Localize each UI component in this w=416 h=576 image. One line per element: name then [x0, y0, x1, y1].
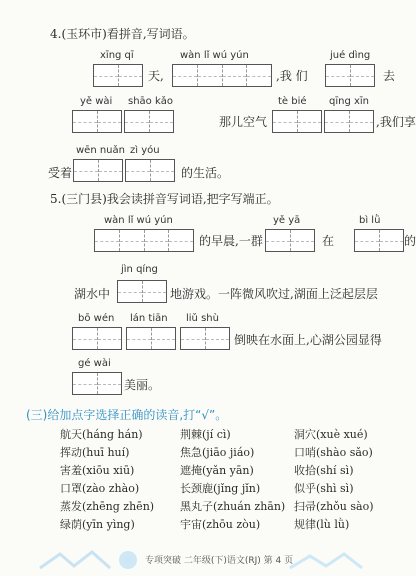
vocab-item[interactable]: 航天(háng hán) — [60, 428, 143, 441]
pinyin: qīng xīn — [329, 96, 370, 107]
vocab-item[interactable]: 荆棘(jí cì) — [180, 428, 231, 441]
pinyin: jué dìng — [330, 50, 371, 61]
sentence-text: 受着 — [48, 166, 73, 180]
sentence-text: 倒映在水面上,心湖公园显得 — [234, 333, 382, 347]
pinyin: tè bié — [278, 96, 307, 107]
writing-grid[interactable] — [72, 327, 122, 350]
writing-grid[interactable] — [325, 64, 375, 87]
vocab-item[interactable]: 宇宙(zhōu zòu) — [180, 518, 261, 531]
vocab-item[interactable]: 长颈鹿(jǐng jǐn) — [180, 482, 261, 495]
sentence-text: 的 — [404, 234, 416, 248]
pinyin: wàn lǐ wú yún — [104, 215, 173, 226]
page-footer — [0, 548, 416, 572]
vocab-item[interactable]: 规律(lù lǜ) — [294, 518, 350, 531]
pinyin: yě yā — [273, 215, 301, 226]
sentence-text: 的生活。 — [181, 166, 230, 180]
pinyin: bō wén — [78, 313, 115, 324]
vocab-item[interactable]: 挥动(huī huí) — [60, 446, 130, 459]
section-title: (三)给加点字选择正确的读音,打“√”。 — [26, 408, 228, 422]
vocab-item[interactable]: 遮掩(yǎn yān) — [180, 464, 254, 477]
pinyin: xīng qī — [100, 50, 134, 61]
writing-grid[interactable] — [94, 229, 194, 252]
pinyin: gé wài — [78, 358, 111, 369]
q4-heading: 4.(玉环市)看拼音,写词语。 — [50, 27, 195, 41]
writing-grid[interactable] — [73, 159, 123, 182]
sentence-text: ,我 们 — [276, 69, 308, 83]
vocab-item[interactable]: 似乎(shì sì) — [294, 482, 354, 495]
sentence-text: 去 — [383, 69, 396, 83]
sentence-text: 地游戏。一阵微风吹过,湖面上泛起层层 — [170, 287, 378, 301]
sentence-text: 的早晨,一群 — [199, 234, 263, 248]
pinyin: liǔ shù — [186, 313, 219, 324]
sentence-text: 天, — [148, 69, 164, 83]
vocab-item[interactable]: 害羞(xiōu xiū) — [60, 464, 135, 477]
vocab-item[interactable]: 洞穴(xuè xué) — [294, 428, 368, 441]
writing-grid[interactable] — [126, 327, 176, 350]
vocab-item[interactable]: 口哨(shào sǎo) — [294, 446, 373, 459]
writing-grid[interactable] — [272, 110, 322, 133]
writing-grid[interactable] — [265, 229, 315, 252]
vocab-item[interactable]: 绿荫(yīn yìng) — [60, 518, 135, 531]
writing-grid[interactable] — [72, 110, 122, 133]
vocab-item[interactable]: 口罩(zào zhào) — [60, 482, 140, 495]
writing-grid[interactable] — [72, 372, 122, 395]
pinyin: yě wài — [80, 96, 113, 107]
vocab-item[interactable]: 扫帚(zhǒu sào) — [294, 500, 374, 513]
writing-grid[interactable] — [172, 64, 272, 87]
vocab-item[interactable]: 黑丸子(zhuán zhān) — [180, 500, 286, 513]
pinyin: wēn nuǎn — [76, 145, 125, 156]
pinyin: wàn lǐ wú yún — [180, 50, 249, 61]
q5-heading: 5.(三门县)我会读拼音写词语,把字写端正。 — [50, 192, 279, 206]
pinyin: lán tiān — [130, 313, 168, 324]
writing-grid[interactable] — [354, 229, 404, 252]
writing-grid[interactable] — [324, 110, 374, 133]
vocab-item[interactable]: 收拾(shí sì) — [294, 464, 354, 477]
sentence-text: 美丽。 — [124, 378, 161, 392]
pinyin: shāo kǎo — [128, 96, 174, 107]
sentence-text: 那儿空气 — [219, 115, 268, 129]
pinyin: zì yóu — [130, 145, 160, 156]
sentence-text: 湖水中 — [74, 287, 111, 301]
sentence-text: 在 — [322, 234, 335, 248]
writing-grid[interactable] — [125, 159, 175, 182]
pinyin: jìn qíng — [121, 264, 158, 275]
writing-grid[interactable] — [93, 64, 143, 87]
pinyin: bì lǜ — [359, 215, 381, 226]
vocab-item[interactable]: 焦急(jiāo jiáo) — [180, 446, 255, 459]
sentence-text: ,我们享 — [376, 115, 416, 129]
writing-grid[interactable] — [180, 327, 230, 350]
vocab-item[interactable]: 蒸发(zhēng zhēn) — [60, 500, 155, 513]
writing-grid[interactable] — [117, 280, 167, 303]
footer-text: 专项突破 二年级(下)语文(RJ) 第 4 页 — [145, 556, 294, 566]
writing-grid[interactable] — [124, 110, 174, 133]
